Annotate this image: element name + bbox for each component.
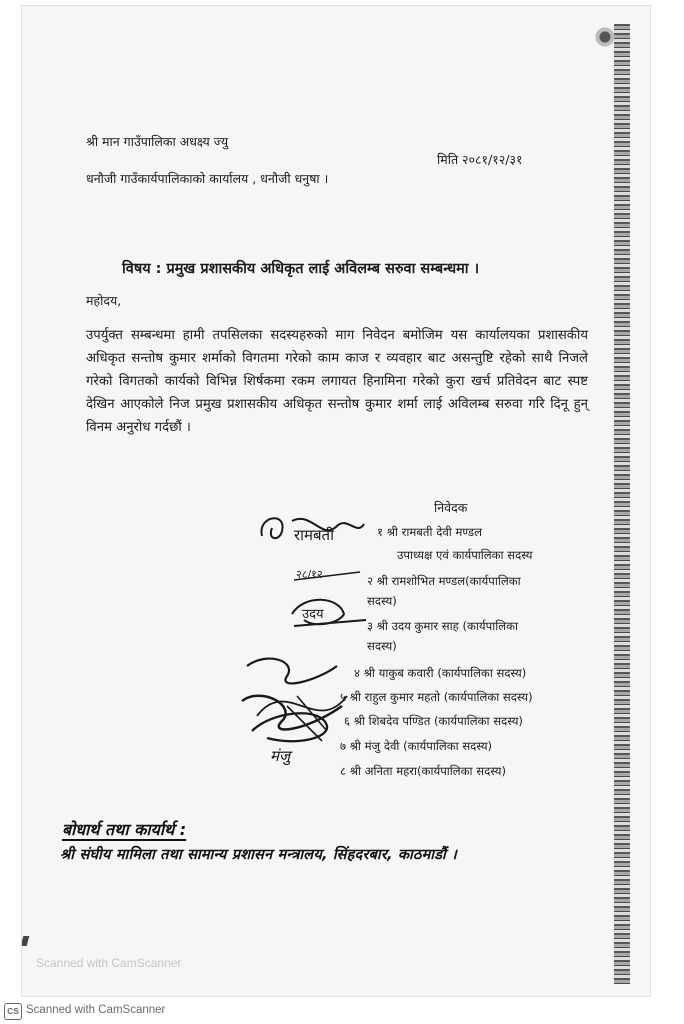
signature-3-scribble	[284, 594, 374, 636]
signatory-6: ६ श्री शिबदेव पण्डित (कार्यपालिका सदस्य)	[344, 714, 523, 728]
signatory-3-role: सदस्य)	[367, 639, 397, 653]
signature-2-date: २८/१२	[296, 568, 323, 581]
signature-3-text: उदय	[302, 607, 324, 622]
ghost-scanner-watermark: Scanned with CamScanner	[36, 956, 182, 970]
cc-recipient: श्री संघीय मामिला तथा सामान्य प्रशासन मन्त्रालय, सिंहदरबार, काठमाडौं ।	[60, 847, 457, 863]
camscanner-logo-icon: CS	[4, 1003, 22, 1020]
signatory-1-role: उपाध्यक्ष एवं कार्यपालिका सदस्य	[397, 548, 533, 562]
signature-cluster-scribble	[227, 646, 357, 766]
salutation: महोदय,	[86, 293, 122, 308]
scan-edge-shadow	[614, 24, 630, 984]
signatory-7: ७ श्री मंजु देवी (कार्यपालिका सदस्य)	[340, 739, 493, 753]
recipient-line-2: धनौजी गाउँकार्यपालिकाको कार्यालय , धनौजी धनुषा ।	[86, 171, 329, 186]
cc-heading: बोधार्थ तथा कार्यार्थ :	[62, 820, 187, 839]
signature-last-text: मंजु	[270, 747, 291, 765]
letter-subject: विषय : प्रमुख प्रशासकीय अधिकृत लाई अविलम्ब सरुवा सम्बन्धमा ।	[122, 261, 480, 277]
applicant-heading: निवेदक	[434, 500, 468, 515]
letter-body: उपर्युक्त सम्बन्धमा हामी तपसिलका सदस्यहरुको माग निवेदन बमोजिम यस कार्यालयका प्रशासकीय अधिकृत सन्तोष कुमार शर्माको विगतमा गरेको काम काज र व्यवहार बाट असन्तुष्टि रहेको साथै निजले गरेको विगतको कार्यको विभिन्न शिर्षकमा रकम लगायत हिनामिना गरेको कुरा खर्च प्रतिवेदन बाट स्पष्ट देखिन आएकोले निज प्रमुख प्रशासकीय अधिकृत सन्तोष कुमार शर्मा लाई अविलम्ब सरुवा गरि दिनू हुन् विनम अनुरोध गर्दछौं ।	[86, 328, 588, 435]
signatory-5: ५ श्री राहुल कुमार महतो (कार्यपालिका सदस्य)	[340, 690, 533, 704]
signatory-3: ३ श्री उदय कुमार साह (कार्यपालिका	[367, 619, 518, 633]
scanned-page	[22, 6, 650, 996]
binder-hole-mark	[590, 22, 620, 52]
signatory-2-role: सदस्य)	[367, 594, 397, 608]
signatory-1: १ श्री रामबती देवी मण्डल	[377, 525, 482, 539]
recipient-line-1: श्री मान गाउँपालिका अधक्ष्य ज्यु	[86, 134, 229, 149]
signatory-8: ८ श्री अनिता महरा(कार्यपालिका सदस्य)	[340, 764, 506, 778]
letter-date: मिति २०८१/१२/३१	[437, 152, 523, 167]
signature-2-scribble	[290, 562, 370, 590]
signatory-2: २ श्री रामशोभित मण्डल(कार्यपालिका	[367, 574, 521, 588]
scan-artifact-mark	[22, 936, 29, 946]
signature-1-scribble	[252, 506, 372, 556]
signatory-4: ४ श्री याकुब कवारी (कार्यपालिका सदस्य)	[354, 666, 527, 680]
signature-1-text: रामबती	[294, 526, 334, 544]
camscanner-label: Scanned with CamScanner	[26, 1004, 166, 1016]
